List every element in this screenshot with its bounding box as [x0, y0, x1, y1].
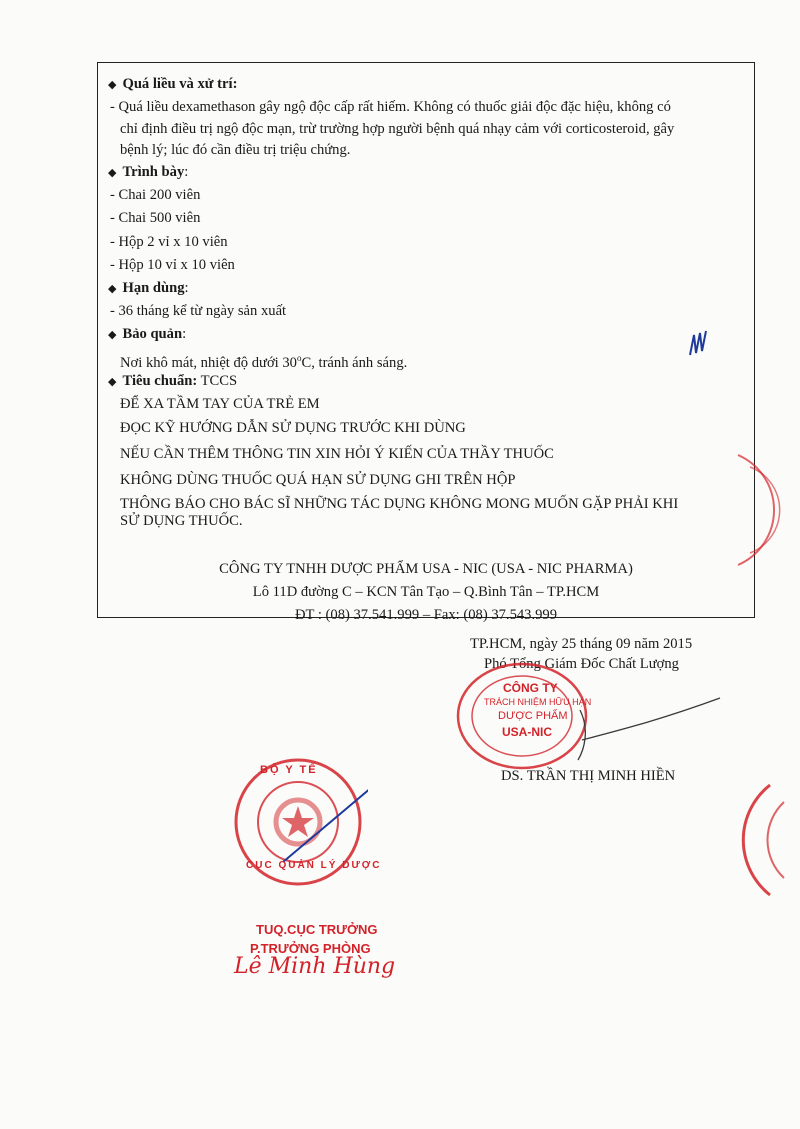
storage-heading-row	[108, 325, 186, 344]
approval-line1: TUQ.CỤC TRƯỞNG	[256, 922, 378, 937]
storage-heading: Bảo quản	[122, 326, 183, 342]
storage-colon: :	[182, 326, 187, 342]
diamond-bullet-icon: ◆	[108, 376, 117, 388]
diamond-bullet-icon: ◆	[108, 79, 117, 91]
standard-heading-row	[108, 372, 237, 391]
warning-line: THÔNG BÁO CHO BÁC SĨ NHỮNG TÁC DỤNG KHÔNG MONG MUỐN GẶP PHẢI KHI	[120, 496, 679, 512]
company-stamp-line1: CÔNG TY	[503, 681, 558, 695]
presentation-item: - Chai 200 viên	[110, 187, 201, 203]
overdose-line-1: - Quá liều dexamethason gây ngộ độc cấp rất hiếm. Không có thuốc giải độc đặc hiệu, không có	[110, 99, 671, 115]
warning-line: ĐỌC KỸ HƯỚNG DẪN SỬ DỤNG TRƯỚC KHI DÙNG	[120, 420, 466, 436]
diamond-bullet-icon: ◆	[108, 283, 117, 295]
standard-heading: Tiêu chuẩn:	[122, 373, 198, 389]
storage-text-after: C, tránh ánh sáng.	[301, 354, 408, 371]
storage-text	[120, 349, 407, 372]
warning-line: SỬ DỤNG THUỐC.	[120, 513, 243, 529]
signatory-name: DS. TRẦN THỊ MINH HIỀN	[501, 768, 676, 784]
content-box	[97, 62, 755, 623]
ministry-stamp-top: BỘ Y TẾ	[260, 764, 318, 776]
partial-stamp-icon	[708, 445, 800, 575]
overdose-line-3: bệnh lý; lúc đó cần điều trị triệu chứng.	[120, 142, 351, 158]
signature-title: Phó Tổng Giám Đốc Chất Lượng	[484, 656, 679, 672]
warning-line: KHÔNG DÙNG THUỐC QUÁ HẠN SỬ DỤNG GHI TRÊN HỘP	[120, 472, 516, 488]
degree-sup: o	[296, 353, 302, 363]
signature-date: TP.HCM, ngày 25 tháng 09 năm 2015	[470, 636, 693, 652]
company-stamp-line3: DƯỢC PHẨM	[498, 710, 568, 722]
diamond-bullet-icon: ◆	[108, 167, 117, 179]
partial-ministry-stamp-icon	[700, 780, 800, 900]
presentation-item: - Chai 500 viên	[110, 210, 201, 226]
company-name: CÔNG TY TNHH DƯỢC PHẨM USA - NIC (USA - NIC PHARMA)	[219, 561, 633, 577]
warning-line: NẾU CẦN THÊM THÔNG TIN XIN HỎI Ý KIẾN CỦA THẦY THUỐC	[120, 446, 554, 462]
overdose-line-2: chỉ định điều trị ngộ độc mạn, trừ trường hợp người bệnh quá nhạy cảm với corticosteroid, gây	[120, 121, 675, 137]
standard-value: TCCS	[197, 373, 238, 389]
company-stamp-line2: TRÁCH NHIỆM HỮU HẠN	[484, 697, 592, 707]
warning-line: ĐỂ XA TẦM TAY CỦA TRẺ EM	[120, 396, 320, 412]
presentation-item: - Hộp 10 vỉ x 10 viên	[110, 257, 235, 273]
presentation-heading-row	[108, 163, 188, 182]
diamond-bullet-icon: ◆	[108, 329, 117, 341]
handwritten-initial-icon	[686, 325, 716, 365]
company-contact: ĐT : (08) 37.541.999 – Fax: (08) 37.543.999	[295, 607, 557, 623]
approval-signature-name: Lê Minh Hùng	[234, 954, 396, 979]
approval-line2: P.TRƯỞNG PHÒNG	[250, 941, 371, 956]
presentation-colon: :	[184, 164, 189, 180]
overdose-heading-row	[108, 75, 237, 94]
ministry-stamp-bottom: CỤC QUẢN LÝ DƯỢC	[246, 860, 382, 871]
overdose-heading: Quá liều và xử trí:	[122, 76, 238, 92]
company-address: Lô 11D đường C – KCN Tân Tạo – Q.Bình Tân – TP.HCM	[252, 584, 600, 600]
company-stamp-line4: USA-NIC	[502, 725, 552, 739]
signature-scribble-icon	[560, 690, 730, 770]
shelf-life-colon: :	[184, 280, 189, 296]
storage-text-before: Nơi khô mát, nhiệt độ dưới 30	[120, 354, 297, 371]
presentation-heading: Trình bày	[122, 164, 185, 180]
shelf-life-item: - 36 tháng kể từ ngày sản xuất	[110, 303, 287, 319]
shelf-life-heading: Hạn dùng	[122, 280, 185, 296]
shelf-life-heading-row	[108, 279, 189, 298]
presentation-item: - Hộp 2 vỉ x 10 viên	[110, 234, 228, 250]
